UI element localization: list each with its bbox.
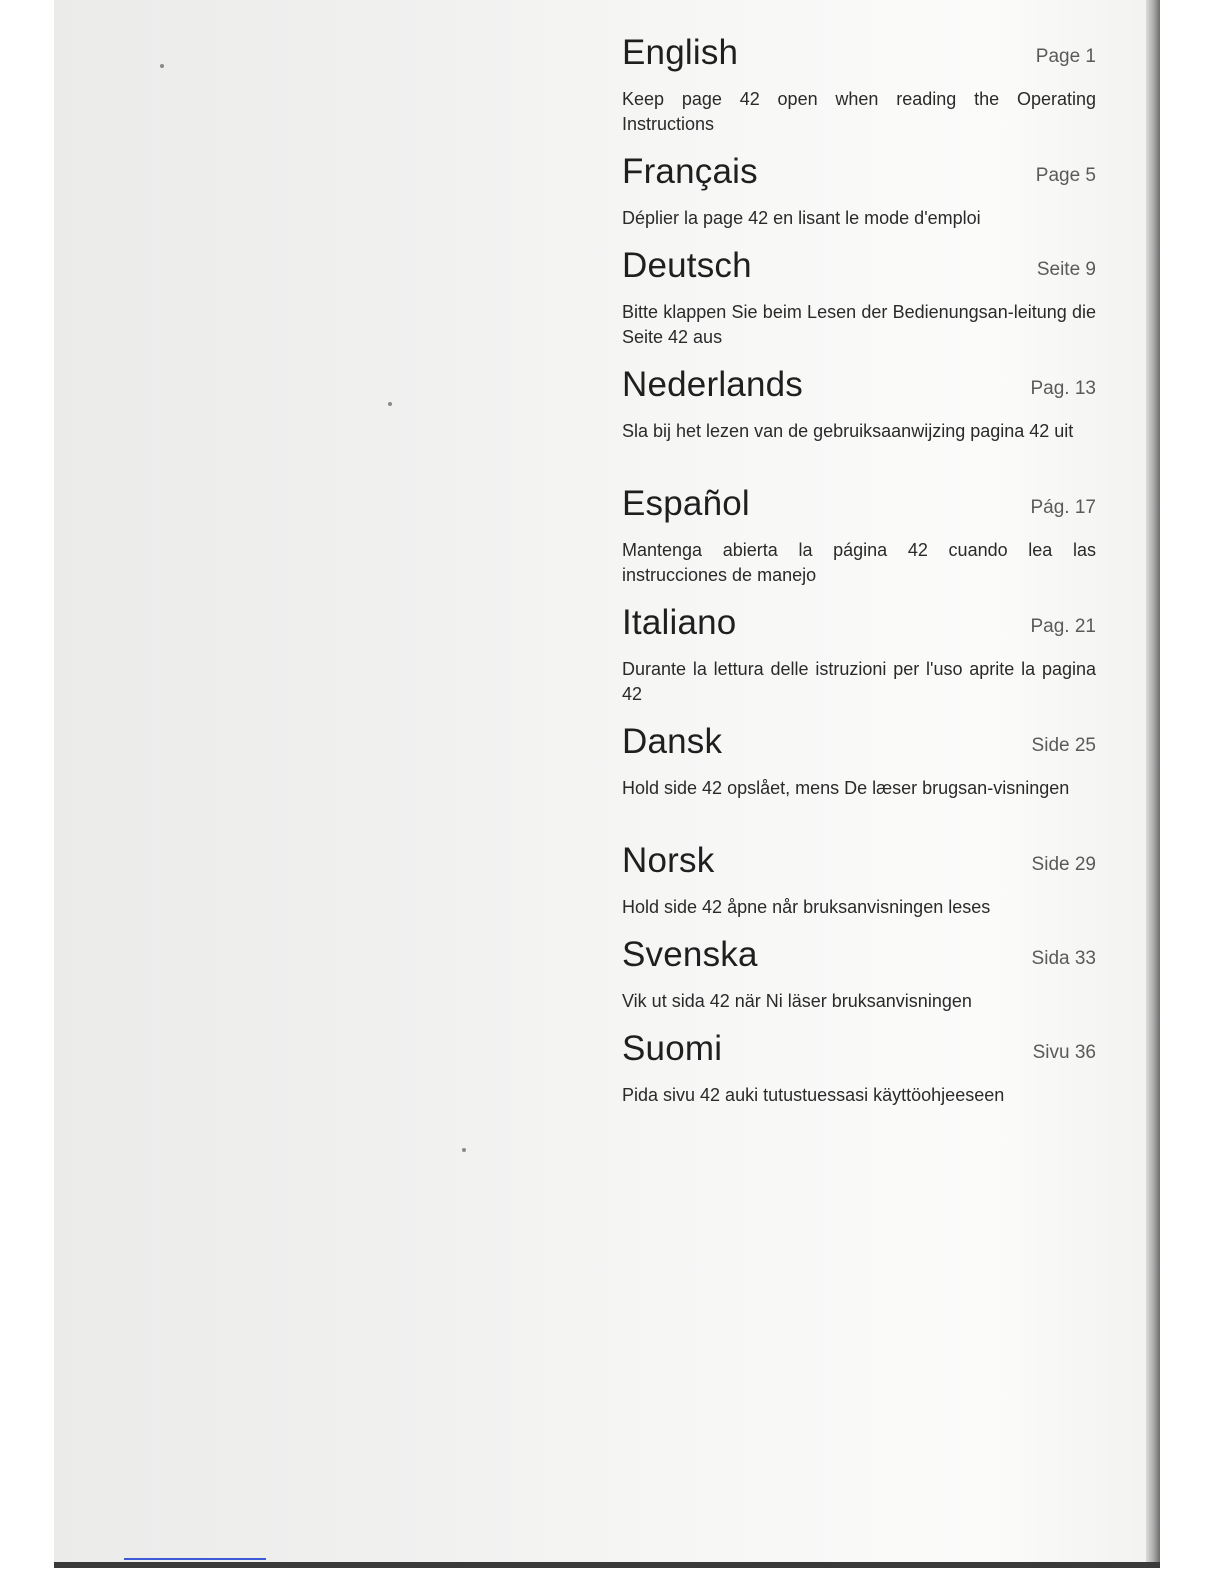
page-reference: Side 25 [1031, 735, 1096, 756]
language-instruction: Pida sivu 42 auki tutustuessasi käyttöohjeeseen [622, 1085, 1005, 1105]
page-reference: Pág. 17 [1030, 497, 1096, 518]
language-instruction: Durante la lettura delle istruzioni per l'uso aprite la pagina 42 [622, 659, 1096, 704]
language-entry-english [622, 18, 1096, 137]
page-reference: Page 5 [1035, 165, 1096, 186]
language-entry-svenska [622, 920, 1096, 1014]
language-entry-dansk [622, 707, 1096, 826]
language-instruction: Hold side 42 opslået, mens De læser brugsan-visningen [622, 778, 1070, 798]
language-heading: Français [622, 152, 758, 191]
page-reference: Seite 9 [1036, 259, 1096, 280]
scan-speck [388, 402, 392, 406]
language-heading: Norsk [622, 841, 715, 880]
language-heading: Suomi [622, 1029, 723, 1068]
language-entry-norsk [622, 826, 1096, 920]
page-reference: Page 1 [1035, 46, 1096, 67]
language-heading: Español [622, 484, 750, 523]
language-instruction: Bitte klappen Sie beim Lesen der Bedienungsan-leitung die Seite 42 aus [622, 302, 1096, 347]
page-reference: Pag. 21 [1030, 616, 1096, 637]
language-heading: Italiano [622, 603, 737, 642]
language-instruction: Keep page 42 open when reading the Operating Instructions [622, 89, 1096, 134]
language-heading: Deutsch [622, 246, 752, 285]
language-index [622, 18, 1096, 1108]
scan-speck [160, 64, 164, 68]
scan-speck [462, 1148, 466, 1152]
language-instruction: Mantenga abierta la página 42 cuando lea las instrucciones de manejo [622, 540, 1096, 585]
bottom-edge-shadow [54, 1562, 1160, 1568]
language-heading: English [622, 33, 739, 72]
page-reference: Pag. 13 [1030, 378, 1096, 399]
language-heading: Svenska [622, 935, 758, 974]
language-entry-francais [622, 137, 1096, 231]
language-entry-nederlands [622, 350, 1096, 469]
language-instruction: Sla bij het lezen van de gebruiksaanwijzing pagina 42 uit [622, 421, 1074, 441]
page-reference: Sivu 36 [1032, 1042, 1096, 1063]
page-reference: Sida 33 [1031, 948, 1096, 969]
page-reference: Side 29 [1031, 854, 1096, 875]
language-heading: Dansk [622, 722, 723, 761]
language-entry-italiano [622, 588, 1096, 707]
language-instruction: Hold side 42 åpne når bruksanvisningen leses [622, 897, 991, 917]
language-entry-espanol [622, 469, 1096, 588]
language-entry-suomi [622, 1014, 1096, 1108]
language-instruction: Vik ut sida 42 när Ni läser bruksanvisningen [622, 991, 972, 1011]
language-entry-deutsch [622, 231, 1096, 350]
paper-edge-shadow [1146, 0, 1160, 1566]
language-heading: Nederlands [622, 365, 803, 404]
bottom-underline-mark [124, 1558, 266, 1560]
language-instruction: Déplier la page 42 en lisant le mode d'emploi [622, 208, 981, 228]
